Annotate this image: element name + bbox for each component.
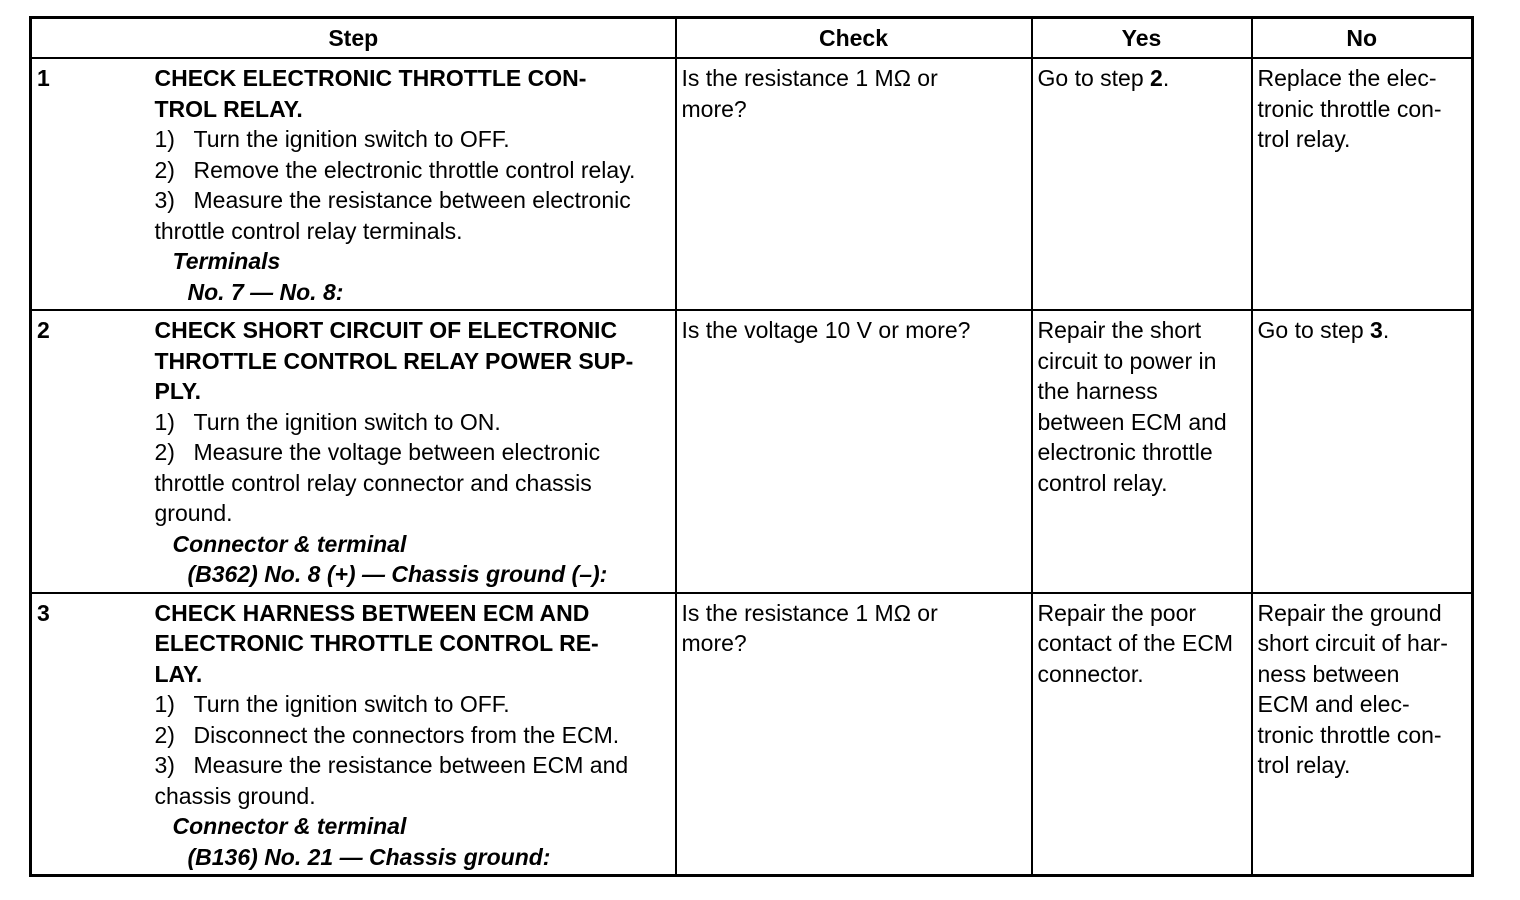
step-number: 3 [31, 593, 152, 876]
spec-label: Connector & terminal [172, 530, 407, 557]
substep: 2) Measure the voltage between electronic [154, 439, 601, 465]
table-row [31, 310, 1473, 593]
yes-cell: Go to step 2. [1032, 58, 1252, 310]
substep-continuation: chassis ground. [154, 782, 316, 809]
step-description [152, 310, 676, 593]
substep-continuation: throttle control relay connector and chassis [154, 469, 592, 496]
substep: 1) Turn the ignition switch to OFF. [154, 126, 510, 152]
table-row [31, 593, 1473, 876]
no-cell: Replace the elec- tronic throttle con- trol relay. [1252, 58, 1473, 310]
check-cell: Is the resistance 1 MΩ or more? [676, 593, 1032, 876]
step-title: CHECK ELECTRONIC THROTTLE CON- TROL RELAY. [154, 65, 587, 122]
spec-value: (B362) No. 8 (+) — Chassis ground (–): [187, 561, 608, 587]
substep: 1) Turn the ignition switch to OFF. [154, 691, 510, 717]
substep: 1) Turn the ignition switch to ON. [154, 408, 501, 435]
yes-cell: Repair the poor contact of the ECM connector. [1032, 593, 1252, 876]
spec-value: (B136) No. 21 — Chassis ground: [187, 843, 551, 870]
header-row [31, 18, 1473, 59]
yes-cell: Repair the short circuit to power in the harness between ECM and electronic throttle control relay. [1032, 310, 1252, 593]
header-check: Check [676, 18, 1032, 59]
spec-label: Terminals [172, 248, 281, 274]
substep: 3) Measure the resistance between ECM and [154, 752, 629, 778]
substep-continuation: throttle control relay terminals. [154, 217, 463, 244]
substep: 2) Remove the electronic throttle control relay. [154, 156, 636, 183]
step-number: 1 [31, 58, 152, 310]
substep-continuation: ground. [154, 500, 233, 526]
no-cell: Repair the ground short circuit of har- ness between ECM and elec- tronic throttle con- trol relay. [1252, 593, 1473, 876]
header-step: Step [31, 18, 676, 59]
step-description [152, 593, 676, 876]
table-row [31, 58, 1473, 310]
check-cell: Is the voltage 10 V or more? [676, 310, 1032, 593]
header-yes: Yes [1032, 18, 1252, 59]
step-description [152, 58, 676, 310]
check-cell: Is the resistance 1 MΩ or more? [676, 58, 1032, 310]
no-cell: Go to step 3. [1252, 310, 1473, 593]
substep: 3) Measure the resistance between electronic [154, 187, 631, 213]
header-no: No [1252, 18, 1473, 59]
spec-value: No. 7 — No. 8: [187, 278, 344, 305]
substep: 2) Disconnect the connectors from the ECM. [154, 721, 620, 748]
step-title: CHECK SHORT CIRCUIT OF ELECTRONIC THROTTLE CONTROL RELAY POWER SUP- PLY. [154, 317, 634, 404]
step-title: CHECK HARNESS BETWEEN ECM AND ELECTRONIC THROTTLE CONTROL RE- LAY. [154, 599, 599, 687]
spec-label: Connector & terminal [172, 813, 407, 839]
step-number: 2 [31, 310, 152, 593]
diagnostic-table [29, 16, 1474, 877]
